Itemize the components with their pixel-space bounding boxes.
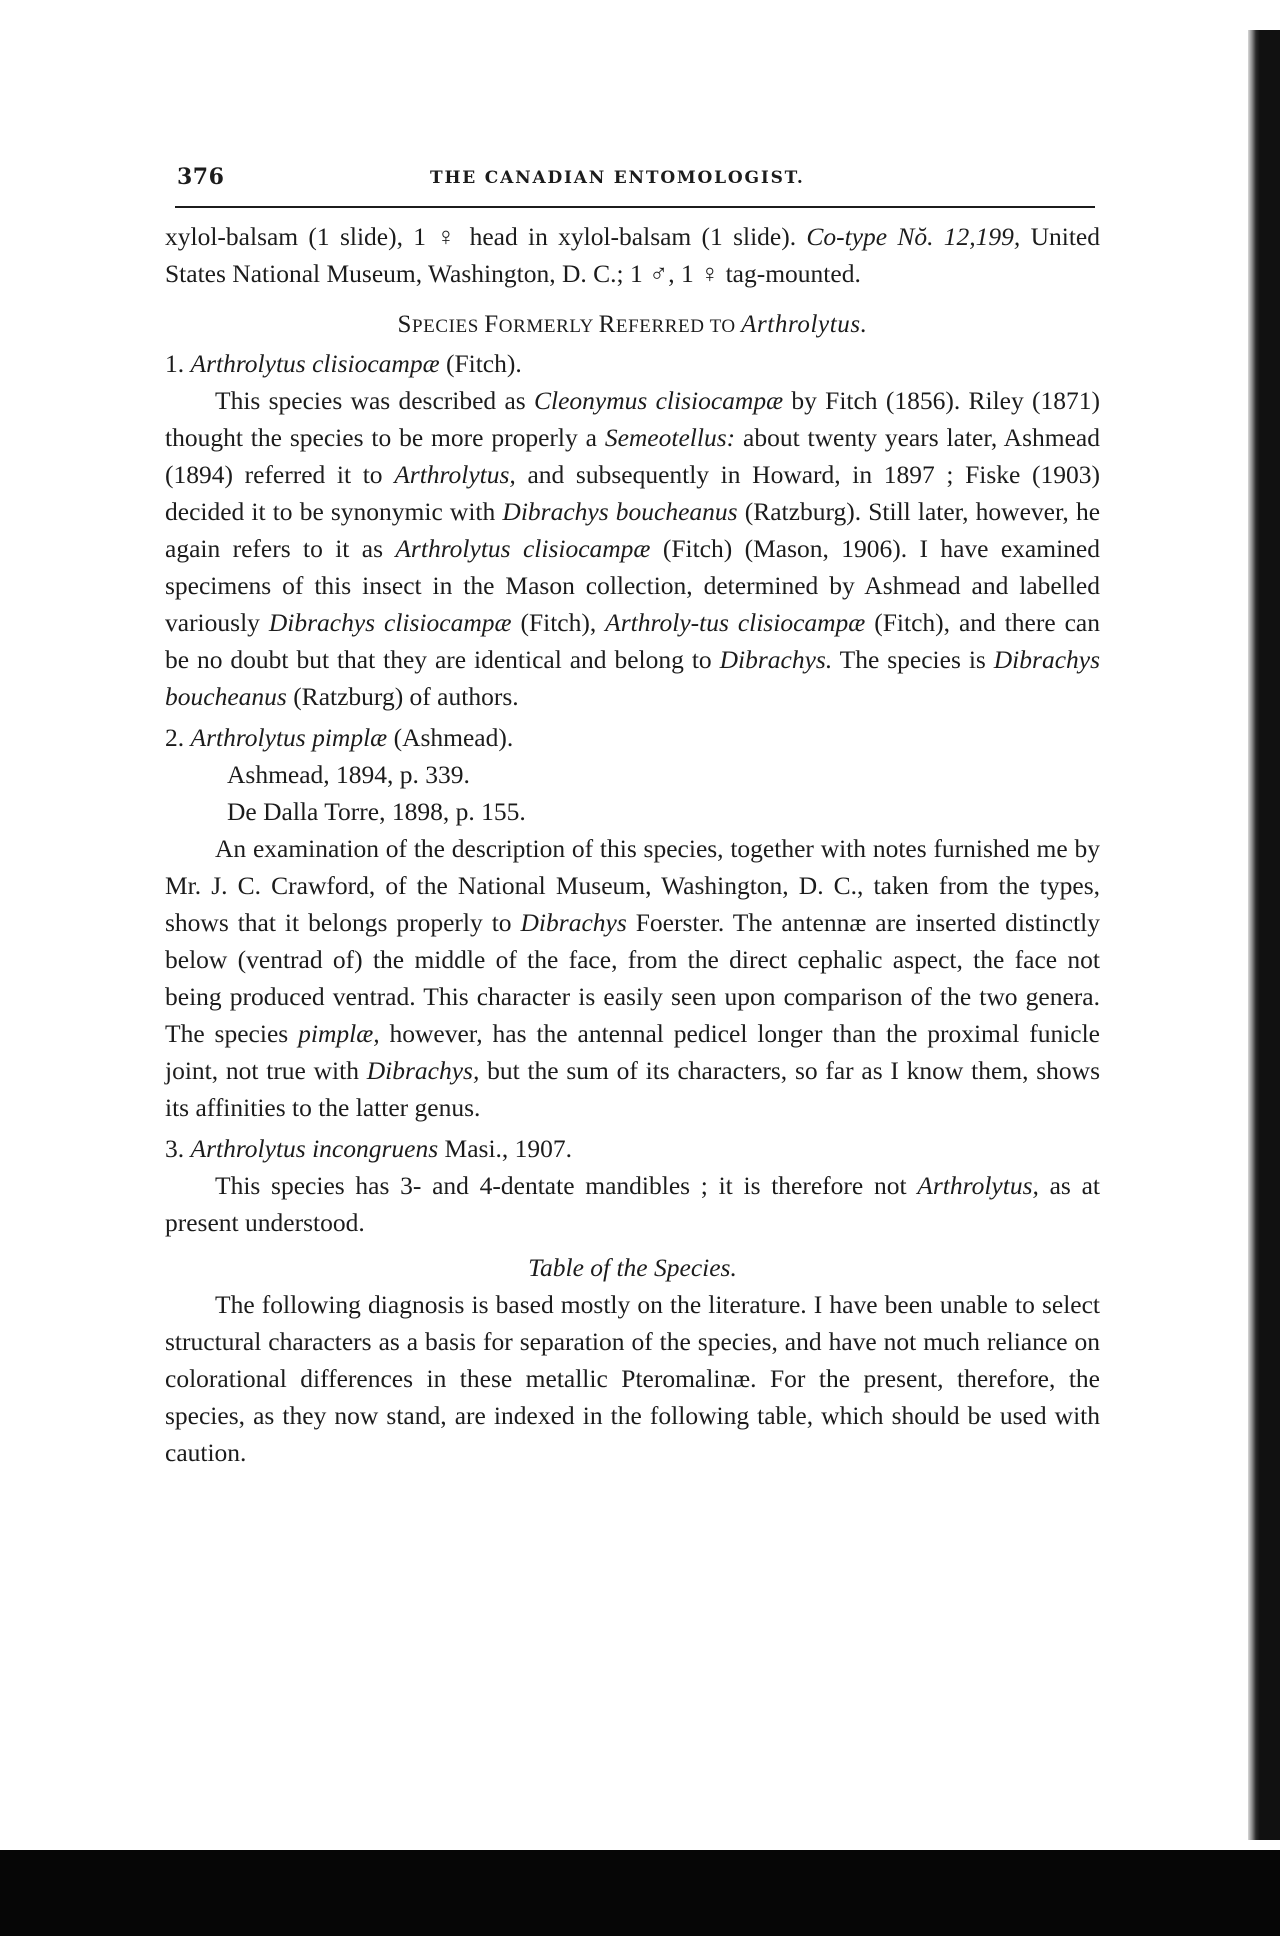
heading-small-3: EFERRED TO — [615, 316, 742, 337]
s3-taxon-b: Arthrolytus, — [917, 1171, 1039, 1200]
s2-text-c: Foerster. The antennæ are inserted distinctly below (ventrad of) the middle of the face, from the direct cephalic aspect, the face not being produced ventrad. This character is easily seen upon comparison of the two genera. The species — [165, 908, 1100, 1048]
s3-text-c: as at present understood. — [165, 1171, 1100, 1237]
intro-text-2: United States National Museum, Washington, D. C.; 1 ♂, 1 ♀ tag-mounted. — [165, 222, 1100, 288]
s1-text-i: (Ratzburg). Still later, however, he again refers to it as — [165, 497, 1101, 563]
s1-text-c: by Fitch (1856). Riley (1871) thought the species to be more properly a — [165, 386, 1100, 452]
species-3-author: Masi., 1907. — [438, 1134, 573, 1163]
page-header — [165, 160, 1100, 206]
s1-text-e: about twenty years later, Ashmead (1894) referred it to — [165, 423, 1100, 489]
running-title: THE CANADIAN ENTOMOLOGIST. — [430, 168, 805, 188]
species-2-paragraph — [165, 830, 1100, 1126]
species-1-paragraph — [165, 382, 1100, 715]
s2-taxon-f: Dibrachys, — [366, 1056, 480, 1085]
species-2-name: Arthrolytus pimplæ — [190, 723, 388, 752]
species-1-heading — [165, 345, 1100, 382]
s1-taxon-b: Cleonymus clisiocampæ — [533, 386, 784, 415]
heading-small-2: ORMERLY — [498, 316, 599, 337]
species-2-heading — [165, 719, 1100, 756]
species-2-number: 2. — [165, 723, 191, 752]
s1-taxon-d: Semeotellus: — [604, 423, 736, 452]
s1-taxon-n: Arthroly-tus clisiocampæ — [605, 608, 866, 637]
article-text — [165, 218, 1100, 1471]
cotype-number: Co-type Nŏ. 12,199, — [806, 222, 1021, 251]
citation-1: Ashmead, 1894, p. 339. — [227, 760, 470, 789]
s1-taxon-h: Dibrachys boucheanus — [502, 497, 738, 526]
heading-small-1: PECIES — [411, 316, 485, 337]
species-3-name: Arthrolytus incongruens — [190, 1134, 439, 1163]
section-heading — [165, 306, 1100, 345]
s1-text-q: The species is — [832, 645, 994, 674]
s1-taxon-l: Dibrachys clisiocampæ — [268, 608, 512, 637]
table-heading — [165, 1249, 1100, 1286]
closing-paragraph: The following diagnosis is based mostly on the literature. I have been unable to select structural characters as a basis for separation of the species, and have not much reliance on colorational differences in these metallic Pteromalinæ. For the present, therefore, the species, as they now stand, are indexed in the following table, which should be used with caution. — [165, 1290, 1100, 1467]
s1-text-k: (Fitch) (Mason, 1906). I have examined specimens of this insect in the Mason collection, determined by Ashmead and labelled variously — [165, 534, 1100, 637]
s2-taxon-d: pimplæ, — [298, 1019, 380, 1048]
header-rule — [175, 206, 1095, 208]
species-2-author: (Ashmead). — [387, 723, 514, 752]
s1-text-a: This species was described as — [215, 386, 534, 415]
s1-text-s: (Ratzburg) of authors. — [286, 682, 519, 711]
s2-taxon-b: Dibrachys — [520, 908, 627, 937]
page-body — [165, 160, 1100, 1471]
species-3-paragraph — [165, 1167, 1100, 1241]
s2-text-g: but the sum of its characters, so far as I know them, shows its affinities to the latter genus. — [165, 1056, 1100, 1122]
s1-text-m: (Fitch), — [511, 608, 606, 637]
s1-taxon-j: Arthrolytus clisiocampæ — [395, 534, 651, 563]
s3-text-a: This species has 3- and 4-dentate mandibles ; it is therefore not — [215, 1171, 918, 1200]
heading-cap-1: S — [397, 311, 412, 338]
table-heading-text: Table of the Species. — [528, 1253, 737, 1282]
s2-text-a: An examination of the description of this species, together with notes furnished me by Mr. J. C. Crawford, of the National Museum, Washington, D. C., taken from the types, shows that it belongs properly to — [165, 834, 1100, 937]
s1-taxon-f: Arthrolytus, — [394, 460, 516, 489]
intro-paragraph — [165, 218, 1100, 292]
s1-taxon-p: Dibrachys. — [719, 645, 833, 674]
species-3-heading — [165, 1130, 1100, 1167]
s1-taxon-r: Dibrachys boucheanus — [165, 645, 1100, 711]
citation-2: De Dalla Torre, 1898, p. 155. — [227, 797, 526, 826]
heading-cap-2: F — [484, 311, 499, 338]
binding-edge-shadow — [1248, 30, 1280, 1840]
s1-text-o: (Fitch), and there can be no doubt but that they are identical and belong to — [165, 608, 1101, 674]
species-1-author: (Fitch). — [439, 349, 522, 378]
species-1-name: Arthrolytus clisiocampæ — [190, 349, 440, 378]
species-3-number: 3. — [165, 1134, 191, 1163]
heading-cap-3: R — [598, 311, 616, 338]
species-1-number: 1. — [165, 349, 191, 378]
heading-genus: Arthrolytus. — [741, 311, 868, 338]
page-number: 376 — [177, 164, 225, 190]
intro-text-1: xylol-balsam (1 slide), 1 ♀ head in xylol-balsam (1 slide). — [165, 222, 807, 251]
s2-text-e: however, has the antennal pedicel longer than the proximal funicle joint, not true with — [165, 1019, 1101, 1085]
scan-bottom-edge — [0, 1850, 1280, 1936]
s1-text-g: and subsequently in Howard, in 1897 ; Fiske (1903) decided it to be synonymic with — [165, 460, 1100, 526]
